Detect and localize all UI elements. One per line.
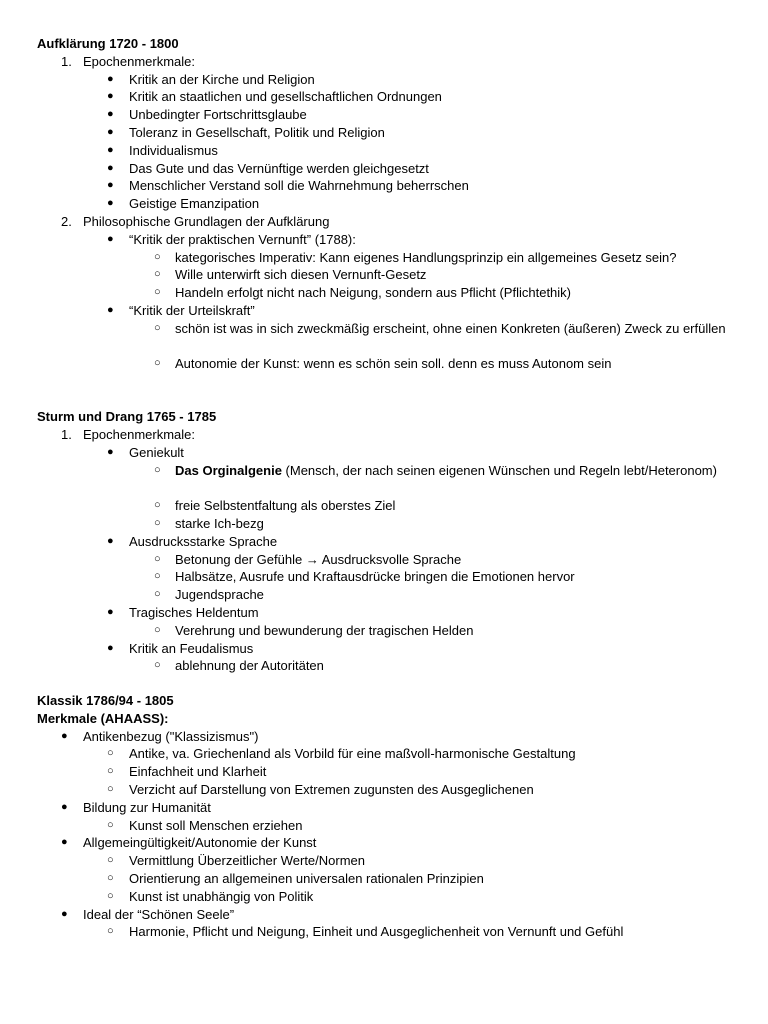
circle-bullet-icon: ○	[154, 588, 161, 601]
list-item: ○ Handeln erfolgt nicht nach Neigung, sondern aus Pflicht (Pflichtethik)	[154, 285, 571, 301]
list-item: ● Antikenbezug ("Klassizismus")	[61, 728, 259, 744]
list-item: ○ Harmonie, Pflicht und Neigung, Einheit und Ausgeglichenheit von Vernunft und Gefühl	[107, 924, 624, 940]
list-item: ● Tragisches Heldentum	[107, 604, 259, 620]
list-item: ● “Kritik der praktischen Vernunft” (1788):	[107, 231, 356, 247]
circle-bullet-icon: ○	[107, 854, 114, 867]
list-item: ● Ausdrucksstarke Sprache	[107, 533, 278, 549]
list-item: ○ Wille unterwirft sich diesen Vernunft-Gesetz	[154, 267, 427, 283]
list-item: ○ ablehnung der Autoritäten	[154, 658, 324, 674]
circle-bullet-icon: ○	[107, 747, 114, 760]
circle-bullet-icon: ○	[154, 552, 161, 565]
circle-bullet-icon: ○	[154, 286, 161, 299]
list-item: 2. Philosophische Grundlagen der Aufklärung	[61, 213, 330, 229]
list-item: ○ Halbsätze, Ausrufe und Kraftausdrücke bringen die Emotionen hervor	[154, 569, 575, 585]
circle-bullet-icon: ○	[154, 516, 161, 529]
list-item: ● Menschlicher Verstand soll die Wahrnehmung beherrschen	[107, 178, 469, 194]
list-number: 2.	[61, 213, 72, 229]
circle-bullet-icon: ○	[107, 818, 114, 831]
bullet-icon: ●	[107, 90, 114, 103]
list-item: ○ Autonomie der Kunst: wenn es schön sein soll. denn es muss Autonom sein	[154, 356, 612, 372]
bullet-icon: ●	[107, 143, 114, 156]
circle-bullet-icon: ○	[107, 783, 114, 796]
list-item: ● Bildung zur Humanität	[61, 799, 211, 815]
list-item: ○ Kunst soll Menschen erziehen	[107, 817, 303, 833]
bullet-icon: ●	[107, 641, 114, 654]
list-item: ○ freie Selbstentfaltung als oberstes Ziel	[154, 498, 396, 514]
bullet-icon: ●	[107, 197, 114, 210]
list-item: ● Geistige Emanzipation	[107, 196, 260, 212]
list-number: 1.	[61, 53, 72, 69]
bullet-icon: ●	[107, 179, 114, 192]
circle-bullet-icon: ○	[107, 765, 114, 778]
bullet-icon: ●	[107, 534, 114, 547]
list-item: ○ kategorisches Imperativ: Kann eigenes Handlungsprinzip ein allgemeines Gesetz sein?	[154, 249, 677, 265]
list-item: ● Kritik an der Kirche und Religion	[107, 71, 315, 87]
circle-bullet-icon: ○	[107, 872, 114, 885]
circle-bullet-icon: ○	[154, 570, 161, 583]
circle-bullet-icon: ○	[154, 499, 161, 512]
bullet-icon: ●	[107, 108, 114, 121]
list-item: 1. Epochenmerkmale:	[61, 53, 195, 69]
list-item: ○ Betonung der Gefühle → Ausdrucksvolle Sprache	[154, 551, 462, 567]
list-item: ○ Kunst ist unabhängig von Politik	[107, 888, 314, 904]
bullet-icon: ●	[107, 605, 114, 618]
list-item: ● Allgemeingültigkeit/Autonomie der Kunst	[61, 835, 317, 851]
bullet-icon: ●	[61, 729, 68, 742]
document-page	[0, 35, 768, 941]
bullet-icon: ●	[61, 800, 68, 813]
list-item: ○ Orientierung an allgemeinen universalen rationalen Prinzipien	[107, 871, 484, 887]
list-item: ● Ideal der “Schönen Seele”	[61, 906, 235, 922]
list-item: ● “Kritik der Urteilskraft”	[107, 302, 255, 318]
bullet-icon: ●	[107, 161, 114, 174]
circle-bullet-icon: ○	[154, 268, 161, 281]
circle-bullet-icon: ○	[154, 357, 161, 370]
list-item: ○ schön ist was in sich zweckmäßig erscheint, ohne einen Konkreten (äußeren) Zweck zu erfüllen	[154, 320, 726, 336]
list-item: ○ Jugendsprache	[154, 587, 264, 603]
list-item: ○ Verzicht auf Darstellung von Extremen zugunsten des Ausgeglichenen	[107, 782, 534, 798]
bullet-icon: ●	[61, 836, 68, 849]
bullet-icon: ●	[107, 232, 114, 245]
list-number: 1.	[61, 426, 72, 442]
bullet-icon: ●	[107, 445, 114, 458]
bullet-icon: ●	[107, 303, 114, 316]
section-heading-aufklaerung: Aufklärung 1720 - 1800	[37, 36, 179, 51]
list-item: ○ starke Ich-bezg	[154, 515, 264, 531]
bullet-icon: ●	[61, 907, 68, 920]
list-item: ● Toleranz in Gesellschaft, Politik und Religion	[107, 124, 385, 140]
bullet-icon: ●	[107, 125, 114, 138]
list-item: ○ Das Orginalgenie (Mensch, der nach seinen eigenen Wünschen und Regeln lebt/Heteronom)	[154, 462, 717, 478]
bullet-icon: ●	[107, 72, 114, 85]
list-item: ● Individualismus	[107, 142, 218, 158]
list-item: ● Kritik an Feudalismus	[107, 640, 254, 656]
list-item: ● Kritik an staatlichen und gesellschaftlichen Ordnungen	[107, 89, 442, 105]
list-item: ○ Vermittlung Überzeitlicher Werte/Normen	[107, 853, 366, 869]
list-item: ● Unbedingter Fortschrittsglaube	[107, 107, 307, 123]
list-item: ● Geniekult	[107, 444, 184, 460]
list-item: ○ Verehrung und bewunderung der tragischen Helden	[154, 622, 474, 638]
list-item: ○ Antike, va. Griechenland als Vorbild für eine maßvoll-harmonische Gestaltung	[107, 746, 576, 762]
list-item: ○ Einfachheit und Klarheit	[107, 764, 267, 780]
circle-bullet-icon: ○	[154, 623, 161, 636]
circle-bullet-icon: ○	[107, 889, 114, 902]
circle-bullet-icon: ○	[107, 925, 114, 938]
circle-bullet-icon: ○	[154, 250, 161, 263]
circle-bullet-icon: ○	[154, 463, 161, 476]
subheading-merkmale: Merkmale (AHAASS):	[37, 710, 169, 726]
list-item: 1. Epochenmerkmale:	[61, 426, 195, 442]
section-heading-sturm-und-drang: Sturm und Drang 1765 - 1785	[37, 409, 217, 425]
circle-bullet-icon: ○	[154, 659, 161, 672]
circle-bullet-icon: ○	[154, 321, 161, 334]
list-item: ● Das Gute und das Vernünftige werden gleichgesetzt	[107, 160, 429, 176]
section-heading-klassik: Klassik 1786/94 - 1805	[37, 693, 174, 709]
